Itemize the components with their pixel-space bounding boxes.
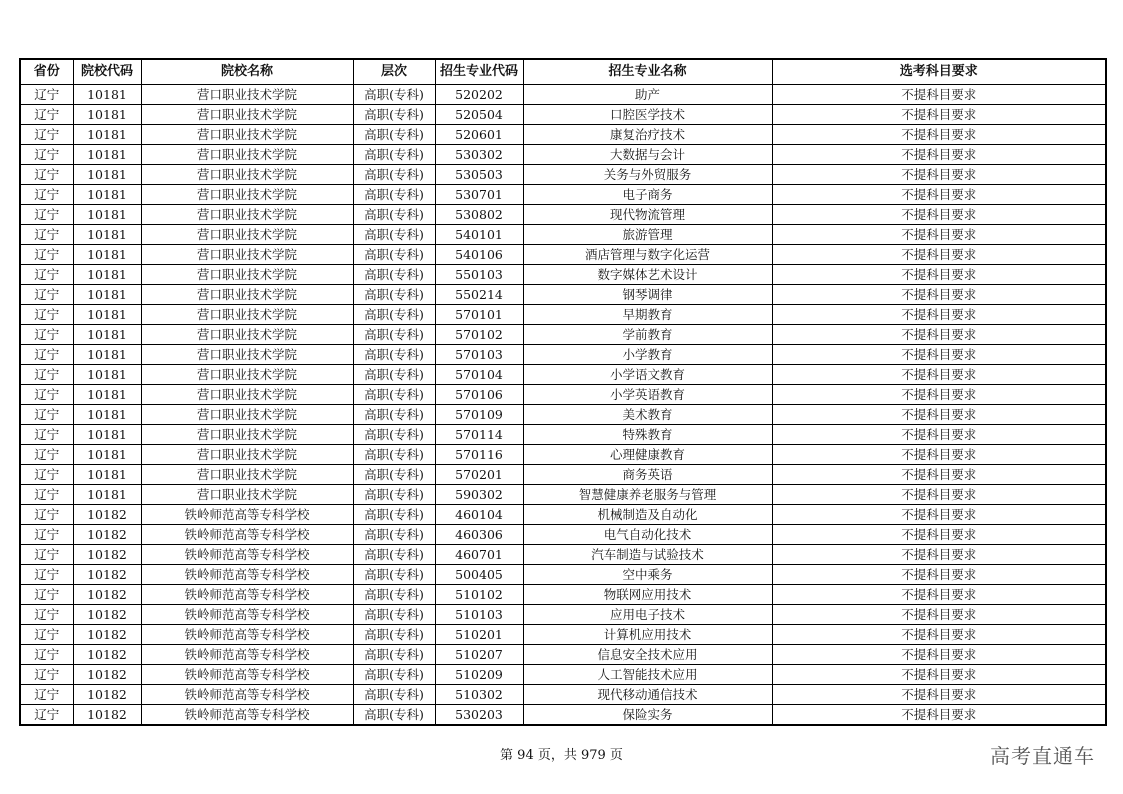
table-body — [20, 85, 1106, 726]
province-cell: 辽宁 — [20, 585, 73, 605]
major-code-cell: 510103 — [435, 605, 523, 625]
table-row — [20, 545, 1106, 565]
school-code-cell: 10181 — [73, 325, 141, 345]
school-code-cell: 10181 — [73, 305, 141, 325]
major-name-cell: 小学语文教育 — [523, 365, 772, 385]
major-name-cell: 学前教育 — [523, 325, 772, 345]
major-name-cell: 特殊教育 — [523, 425, 772, 445]
major-name-cell: 口腔医学技术 — [523, 105, 772, 125]
major-name-cell: 旅游管理 — [523, 225, 772, 245]
province-cell: 辽宁 — [20, 145, 73, 165]
subject-requirement-cell: 不提科目要求 — [772, 525, 1106, 545]
subject-requirement-cell: 不提科目要求 — [772, 185, 1106, 205]
school-name-cell: 铁岭师范高等专科学校 — [141, 685, 353, 705]
table-row — [20, 385, 1106, 405]
province-cell: 辽宁 — [20, 645, 73, 665]
level-cell: 高职(专科) — [353, 165, 435, 185]
province-cell: 辽宁 — [20, 325, 73, 345]
school-code-cell: 10181 — [73, 405, 141, 425]
major-name-cell: 大数据与会计 — [523, 145, 772, 165]
level-cell: 高职(专科) — [353, 505, 435, 525]
major-code-cell: 500405 — [435, 565, 523, 585]
school-name-cell: 营口职业技术学院 — [141, 105, 353, 125]
subject-requirement-cell: 不提科目要求 — [772, 245, 1106, 265]
school-code-cell: 10182 — [73, 585, 141, 605]
school-code-cell: 10181 — [73, 205, 141, 225]
school-code-cell: 10181 — [73, 245, 141, 265]
province-cell: 辽宁 — [20, 105, 73, 125]
school-code-cell: 10182 — [73, 505, 141, 525]
major-code-cell: 540106 — [435, 245, 523, 265]
level-cell: 高职(专科) — [353, 405, 435, 425]
table-row — [20, 265, 1106, 285]
table-row — [20, 685, 1106, 705]
level-cell: 高职(专科) — [353, 685, 435, 705]
school-name-cell: 营口职业技术学院 — [141, 405, 353, 425]
table-row — [20, 485, 1106, 505]
major-code-cell: 570116 — [435, 445, 523, 465]
major-name-cell: 美术教育 — [523, 405, 772, 425]
level-cell: 高职(专科) — [353, 385, 435, 405]
school-name-cell: 营口职业技术学院 — [141, 445, 353, 465]
province-cell: 辽宁 — [20, 505, 73, 525]
school-code-cell: 10181 — [73, 465, 141, 485]
province-cell: 辽宁 — [20, 605, 73, 625]
level-cell: 高职(专科) — [353, 705, 435, 726]
level-cell: 高职(专科) — [353, 345, 435, 365]
major-name-cell: 酒店管理与数字化运营 — [523, 245, 772, 265]
province-cell: 辽宁 — [20, 265, 73, 285]
school-name-cell: 营口职业技术学院 — [141, 85, 353, 105]
table-row — [20, 645, 1106, 665]
school-name-cell: 营口职业技术学院 — [141, 385, 353, 405]
major-name-cell: 小学英语教育 — [523, 385, 772, 405]
school-code-cell: 10182 — [73, 665, 141, 685]
school-code-cell: 10182 — [73, 625, 141, 645]
level-cell: 高职(专科) — [353, 485, 435, 505]
column-header-subject-requirement: 选考科目要求 — [772, 59, 1106, 85]
major-code-cell: 510102 — [435, 585, 523, 605]
table-row — [20, 145, 1106, 165]
school-name-cell: 营口职业技术学院 — [141, 305, 353, 325]
major-name-cell: 保险实务 — [523, 705, 772, 726]
level-cell: 高职(专科) — [353, 305, 435, 325]
major-code-cell: 520504 — [435, 105, 523, 125]
school-name-cell: 铁岭师范高等专科学校 — [141, 505, 353, 525]
major-name-cell: 早期教育 — [523, 305, 772, 325]
major-code-cell: 520601 — [435, 125, 523, 145]
level-cell: 高职(专科) — [353, 145, 435, 165]
major-code-cell: 510302 — [435, 685, 523, 705]
province-cell: 辽宁 — [20, 345, 73, 365]
level-cell: 高职(专科) — [353, 545, 435, 565]
subject-requirement-cell: 不提科目要求 — [772, 325, 1106, 345]
major-name-cell: 计算机应用技术 — [523, 625, 772, 645]
major-code-cell: 510201 — [435, 625, 523, 645]
major-code-cell: 530701 — [435, 185, 523, 205]
subject-requirement-cell: 不提科目要求 — [772, 285, 1106, 305]
school-name-cell: 营口职业技术学院 — [141, 185, 353, 205]
major-code-cell: 570201 — [435, 465, 523, 485]
major-code-cell: 570109 — [435, 405, 523, 425]
province-cell: 辽宁 — [20, 445, 73, 465]
school-code-cell: 10181 — [73, 185, 141, 205]
level-cell: 高职(专科) — [353, 665, 435, 685]
major-name-cell: 现代移动通信技术 — [523, 685, 772, 705]
column-header-province: 省份 — [20, 59, 73, 85]
major-name-cell: 信息安全技术应用 — [523, 645, 772, 665]
major-name-cell: 现代物流管理 — [523, 205, 772, 225]
school-code-cell: 10182 — [73, 685, 141, 705]
major-code-cell: 520202 — [435, 85, 523, 105]
subject-requirement-cell: 不提科目要求 — [772, 545, 1106, 565]
major-name-cell: 机械制造及自动化 — [523, 505, 772, 525]
school-name-cell: 营口职业技术学院 — [141, 365, 353, 385]
major-name-cell: 物联网应用技术 — [523, 585, 772, 605]
level-cell: 高职(专科) — [353, 245, 435, 265]
subject-requirement-cell: 不提科目要求 — [772, 505, 1106, 525]
major-code-cell: 570101 — [435, 305, 523, 325]
major-name-cell: 人工智能技术应用 — [523, 665, 772, 685]
province-cell: 辽宁 — [20, 205, 73, 225]
subject-requirement-cell: 不提科目要求 — [772, 385, 1106, 405]
table-row — [20, 345, 1106, 365]
school-code-cell: 10181 — [73, 425, 141, 445]
subject-requirement-cell: 不提科目要求 — [772, 125, 1106, 145]
school-code-cell: 10181 — [73, 85, 141, 105]
school-code-cell: 10181 — [73, 365, 141, 385]
major-name-cell: 数字媒体艺术设计 — [523, 265, 772, 285]
major-name-cell: 电子商务 — [523, 185, 772, 205]
subject-requirement-cell: 不提科目要求 — [772, 85, 1106, 105]
table-row — [20, 465, 1106, 485]
major-name-cell: 智慧健康养老服务与管理 — [523, 485, 772, 505]
school-name-cell: 营口职业技术学院 — [141, 225, 353, 245]
major-name-cell: 应用电子技术 — [523, 605, 772, 625]
school-name-cell: 铁岭师范高等专科学校 — [141, 585, 353, 605]
province-cell: 辽宁 — [20, 185, 73, 205]
major-code-cell: 570104 — [435, 365, 523, 385]
level-cell: 高职(专科) — [353, 565, 435, 585]
province-cell: 辽宁 — [20, 245, 73, 265]
major-name-cell: 汽车制造与试验技术 — [523, 545, 772, 565]
school-name-cell: 营口职业技术学院 — [141, 245, 353, 265]
column-header-school-name: 院校名称 — [141, 59, 353, 85]
table-row — [20, 585, 1106, 605]
level-cell: 高职(专科) — [353, 625, 435, 645]
column-header-school-code: 院校代码 — [73, 59, 141, 85]
school-name-cell: 营口职业技术学院 — [141, 465, 353, 485]
province-cell: 辽宁 — [20, 125, 73, 145]
level-cell: 高职(专科) — [353, 325, 435, 345]
major-name-cell: 关务与外贸服务 — [523, 165, 772, 185]
table-row — [20, 225, 1106, 245]
level-cell: 高职(专科) — [353, 605, 435, 625]
school-name-cell: 营口职业技术学院 — [141, 325, 353, 345]
level-cell: 高职(专科) — [353, 265, 435, 285]
province-cell: 辽宁 — [20, 625, 73, 645]
level-cell: 高职(专科) — [353, 125, 435, 145]
table-row — [20, 305, 1106, 325]
subject-requirement-cell: 不提科目要求 — [772, 465, 1106, 485]
school-name-cell: 营口职业技术学院 — [141, 205, 353, 225]
table-row — [20, 205, 1106, 225]
school-name-cell: 铁岭师范高等专科学校 — [141, 665, 353, 685]
major-code-cell: 510207 — [435, 645, 523, 665]
province-cell: 辽宁 — [20, 165, 73, 185]
province-cell: 辽宁 — [20, 705, 73, 726]
school-code-cell: 10181 — [73, 145, 141, 165]
level-cell: 高职(专科) — [353, 225, 435, 245]
major-name-cell: 空中乘务 — [523, 565, 772, 585]
province-cell: 辽宁 — [20, 545, 73, 565]
table-row — [20, 365, 1106, 385]
school-code-cell: 10181 — [73, 345, 141, 365]
school-code-cell: 10181 — [73, 165, 141, 185]
province-cell: 辽宁 — [20, 465, 73, 485]
school-name-cell: 营口职业技术学院 — [141, 345, 353, 365]
subject-requirement-cell: 不提科目要求 — [772, 665, 1106, 685]
table-row — [20, 105, 1106, 125]
table-row — [20, 705, 1106, 726]
school-name-cell: 铁岭师范高等专科学校 — [141, 525, 353, 545]
major-code-cell: 530802 — [435, 205, 523, 225]
major-code-cell: 590302 — [435, 485, 523, 505]
subject-requirement-cell: 不提科目要求 — [772, 565, 1106, 585]
page-number: 第 94 页，共 979 页 — [500, 748, 623, 763]
school-code-cell: 10182 — [73, 525, 141, 545]
admissions-table — [19, 58, 1107, 726]
major-code-cell: 460701 — [435, 545, 523, 565]
province-cell: 辽宁 — [20, 385, 73, 405]
school-name-cell: 营口职业技术学院 — [141, 145, 353, 165]
province-cell: 辽宁 — [20, 485, 73, 505]
major-code-cell: 570114 — [435, 425, 523, 445]
subject-requirement-cell: 不提科目要求 — [772, 425, 1106, 445]
subject-requirement-cell: 不提科目要求 — [772, 365, 1106, 385]
table-row — [20, 185, 1106, 205]
major-code-cell: 510209 — [435, 665, 523, 685]
subject-requirement-cell: 不提科目要求 — [772, 585, 1106, 605]
subject-requirement-cell: 不提科目要求 — [772, 265, 1106, 285]
level-cell: 高职(专科) — [353, 585, 435, 605]
major-code-cell: 460306 — [435, 525, 523, 545]
subject-requirement-cell: 不提科目要求 — [772, 145, 1106, 165]
level-cell: 高职(专科) — [353, 285, 435, 305]
subject-requirement-cell: 不提科目要求 — [772, 685, 1106, 705]
table-row — [20, 245, 1106, 265]
province-cell: 辽宁 — [20, 425, 73, 445]
level-cell: 高职(专科) — [353, 645, 435, 665]
school-name-cell: 营口职业技术学院 — [141, 265, 353, 285]
table-row — [20, 125, 1106, 145]
major-code-cell: 570102 — [435, 325, 523, 345]
school-code-cell: 10182 — [73, 605, 141, 625]
level-cell: 高职(专科) — [353, 205, 435, 225]
school-name-cell: 营口职业技术学院 — [141, 285, 353, 305]
major-code-cell: 570103 — [435, 345, 523, 365]
level-cell: 高职(专科) — [353, 525, 435, 545]
school-code-cell: 10182 — [73, 565, 141, 585]
province-cell: 辽宁 — [20, 225, 73, 245]
table-row — [20, 405, 1106, 425]
school-code-cell: 10181 — [73, 265, 141, 285]
subject-requirement-cell: 不提科目要求 — [772, 645, 1106, 665]
major-code-cell: 460104 — [435, 505, 523, 525]
school-name-cell: 铁岭师范高等专科学校 — [141, 645, 353, 665]
major-code-cell: 530302 — [435, 145, 523, 165]
subject-requirement-cell: 不提科目要求 — [772, 405, 1106, 425]
major-code-cell: 550103 — [435, 265, 523, 285]
subject-requirement-cell: 不提科目要求 — [772, 485, 1106, 505]
school-code-cell: 10181 — [73, 125, 141, 145]
school-code-cell: 10182 — [73, 645, 141, 665]
province-cell: 辽宁 — [20, 85, 73, 105]
subject-requirement-cell: 不提科目要求 — [772, 205, 1106, 225]
school-code-cell: 10182 — [73, 705, 141, 726]
table-row — [20, 445, 1106, 465]
school-name-cell: 营口职业技术学院 — [141, 125, 353, 145]
table-row — [20, 505, 1106, 525]
province-cell: 辽宁 — [20, 365, 73, 385]
province-cell: 辽宁 — [20, 405, 73, 425]
province-cell: 辽宁 — [20, 665, 73, 685]
school-name-cell: 营口职业技术学院 — [141, 485, 353, 505]
major-name-cell: 康复治疗技术 — [523, 125, 772, 145]
major-name-cell: 钢琴调律 — [523, 285, 772, 305]
school-name-cell: 铁岭师范高等专科学校 — [141, 605, 353, 625]
major-code-cell: 570106 — [435, 385, 523, 405]
major-code-cell: 530503 — [435, 165, 523, 185]
school-code-cell: 10181 — [73, 105, 141, 125]
table-row — [20, 425, 1106, 445]
table-row — [20, 665, 1106, 685]
school-code-cell: 10181 — [73, 485, 141, 505]
subject-requirement-cell: 不提科目要求 — [772, 625, 1106, 645]
level-cell: 高职(专科) — [353, 445, 435, 465]
major-code-cell: 540101 — [435, 225, 523, 245]
school-name-cell: 营口职业技术学院 — [141, 425, 353, 445]
major-name-cell: 商务英语 — [523, 465, 772, 485]
subject-requirement-cell: 不提科目要求 — [772, 345, 1106, 365]
major-code-cell: 530203 — [435, 705, 523, 726]
level-cell: 高职(专科) — [353, 425, 435, 445]
table-row — [20, 285, 1106, 305]
school-name-cell: 铁岭师范高等专科学校 — [141, 565, 353, 585]
level-cell: 高职(专科) — [353, 365, 435, 385]
province-cell: 辽宁 — [20, 525, 73, 545]
subject-requirement-cell: 不提科目要求 — [772, 445, 1106, 465]
level-cell: 高职(专科) — [353, 105, 435, 125]
school-name-cell: 铁岭师范高等专科学校 — [141, 625, 353, 645]
school-code-cell: 10181 — [73, 445, 141, 465]
major-name-cell: 小学教育 — [523, 345, 772, 365]
subject-requirement-cell: 不提科目要求 — [772, 305, 1106, 325]
subject-requirement-cell: 不提科目要求 — [772, 105, 1106, 125]
school-name-cell: 铁岭师范高等专科学校 — [141, 545, 353, 565]
province-cell: 辽宁 — [20, 565, 73, 585]
level-cell: 高职(专科) — [353, 465, 435, 485]
watermark-logo-text: 高考直通车 — [990, 744, 1095, 768]
school-name-cell: 铁岭师范高等专科学校 — [141, 705, 353, 726]
level-cell: 高职(专科) — [353, 185, 435, 205]
subject-requirement-cell: 不提科目要求 — [772, 225, 1106, 245]
table-row — [20, 565, 1106, 585]
column-header-level: 层次 — [353, 59, 435, 85]
table-header-row — [20, 59, 1106, 85]
province-cell: 辽宁 — [20, 305, 73, 325]
province-cell: 辽宁 — [20, 285, 73, 305]
subject-requirement-cell: 不提科目要求 — [772, 705, 1106, 726]
major-name-cell: 心理健康教育 — [523, 445, 772, 465]
table-row — [20, 625, 1106, 645]
table-row — [20, 525, 1106, 545]
table-row — [20, 165, 1106, 185]
school-name-cell: 营口职业技术学院 — [141, 165, 353, 185]
subject-requirement-cell: 不提科目要求 — [772, 165, 1106, 185]
column-header-major-name: 招生专业名称 — [523, 59, 772, 85]
school-code-cell: 10181 — [73, 385, 141, 405]
province-cell: 辽宁 — [20, 685, 73, 705]
school-code-cell: 10182 — [73, 545, 141, 565]
major-name-cell: 助产 — [523, 85, 772, 105]
major-code-cell: 550214 — [435, 285, 523, 305]
subject-requirement-cell: 不提科目要求 — [772, 605, 1106, 625]
table-row — [20, 85, 1106, 105]
table-row — [20, 605, 1106, 625]
major-name-cell: 电气自动化技术 — [523, 525, 772, 545]
level-cell: 高职(专科) — [353, 85, 435, 105]
school-code-cell: 10181 — [73, 225, 141, 245]
column-header-major-code: 招生专业代码 — [435, 59, 523, 85]
table-row — [20, 325, 1106, 345]
school-code-cell: 10181 — [73, 285, 141, 305]
